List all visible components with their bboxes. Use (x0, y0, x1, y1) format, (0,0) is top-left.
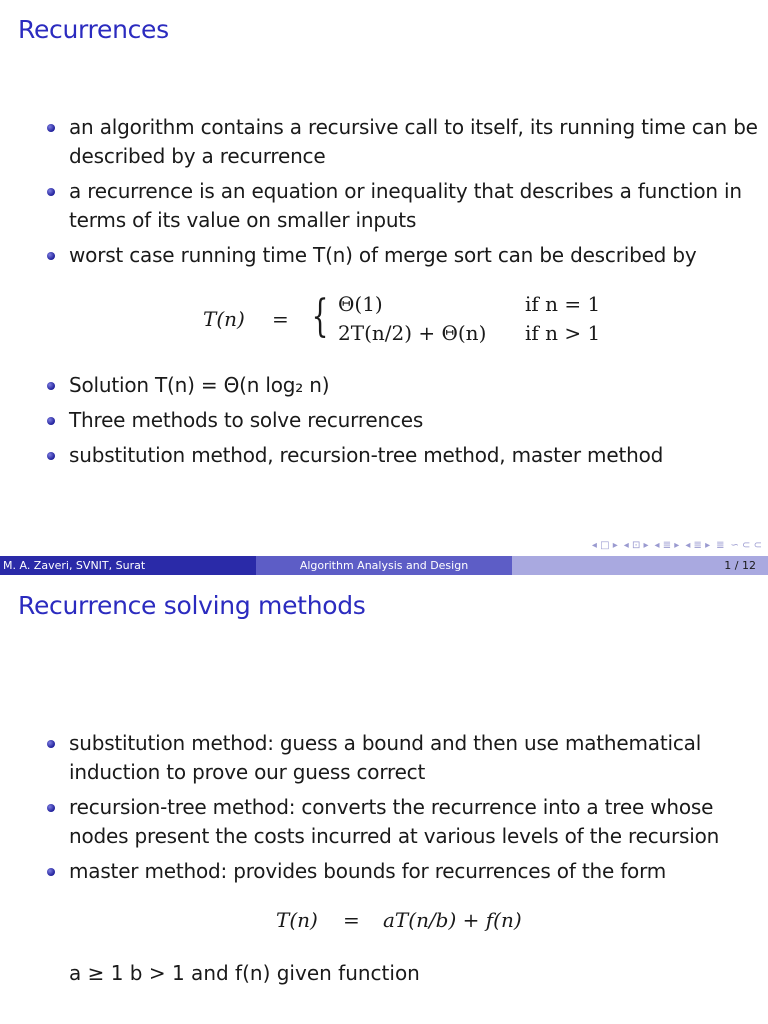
section-nav-icon[interactable]: ◂ ≣ ▸ (654, 539, 680, 551)
bullet-icon (47, 417, 55, 425)
bullet-icon (47, 452, 55, 460)
slide-2 (0, 575, 768, 1024)
bullet-icon (47, 188, 55, 196)
subsection-nav-icon[interactable]: ◂ ⊡ ▸ (623, 539, 649, 551)
list-item (0, 793, 760, 851)
bullet-text: Three methods to solve recurrences (69, 408, 424, 432)
left-brace: { (311, 291, 329, 342)
bullet-text: substitution method: guess a bound and then use mathematical induction to prove our guess correct (69, 731, 702, 784)
bullet-text: master method: provides bounds for recurrences of the form (69, 859, 667, 883)
footer-bar (0, 556, 768, 575)
list-item (0, 371, 760, 400)
condition-note: a ≥ 1 b > 1 and f(n) given function (69, 961, 420, 985)
footer-author: M. A. Zaveri, SVNIT, Surat (0, 556, 256, 575)
case-2-condition: if n > 1 (525, 321, 601, 345)
bullet-icon (47, 382, 55, 390)
list-item (0, 729, 760, 787)
bullet-text: substitution method, recursion-tree method, master method (69, 443, 664, 467)
bullet-list (0, 729, 760, 886)
bullet-list (0, 113, 760, 270)
bullet-list-2 (0, 371, 760, 470)
search-nav-icon[interactable]: ∽ ⊂ ⊂ (730, 539, 762, 551)
footer-page-number: 1 / 12 (512, 556, 768, 575)
equation-lhs: T(n) (203, 307, 245, 331)
list-item (0, 857, 760, 886)
bullet-icon (47, 868, 55, 876)
bullet-text: a recurrence is an equation or inequality that describes a function in terms of its value on smaller inputs (69, 179, 742, 232)
list-item (0, 441, 760, 470)
slide-title: Recurrence solving methods (18, 591, 366, 620)
bullet-text: Solution T(n) = Θ(n log₂ n) (69, 373, 330, 397)
bullet-icon (47, 124, 55, 132)
case-1-expression: Θ(1) (338, 292, 383, 316)
bullet-text: recursion-tree method: converts the recurrence into a tree whose nodes present the costs incurred at various levels of the recursion (69, 795, 720, 848)
list-item (0, 177, 760, 235)
bullet-icon (47, 252, 55, 260)
list-item (0, 406, 760, 435)
bullet-text: worst case running time T(n) of merge sort can be described by (69, 243, 697, 267)
bullet-icon (47, 740, 55, 748)
equation-equals: = (272, 307, 289, 331)
navigation-symbols (490, 538, 762, 552)
list-item (0, 241, 760, 270)
case-2-expression: 2T(n/2) + Θ(n) (338, 321, 487, 345)
frame-nav-icon[interactable]: ◂ □ ▸ (591, 539, 618, 551)
case-1-condition: if n = 1 (525, 292, 601, 316)
bullet-text: an algorithm contains a recursive call to itself, its running time can be described by a recurrence (69, 115, 758, 168)
bullet-icon (47, 804, 55, 812)
slide-title: Recurrences (18, 15, 169, 44)
footer-course: Algorithm Analysis and Design (256, 556, 512, 575)
outline-nav-icon[interactable]: ≣ (716, 539, 725, 551)
equation-lhs: T(n) (276, 908, 318, 932)
equation-rhs: aT(n/b) + f(n) (383, 908, 522, 932)
equation-equals: = (343, 908, 360, 932)
list-item (0, 113, 760, 171)
subsection-list-nav-icon[interactable]: ◂ ≣ ▸ (685, 539, 711, 551)
